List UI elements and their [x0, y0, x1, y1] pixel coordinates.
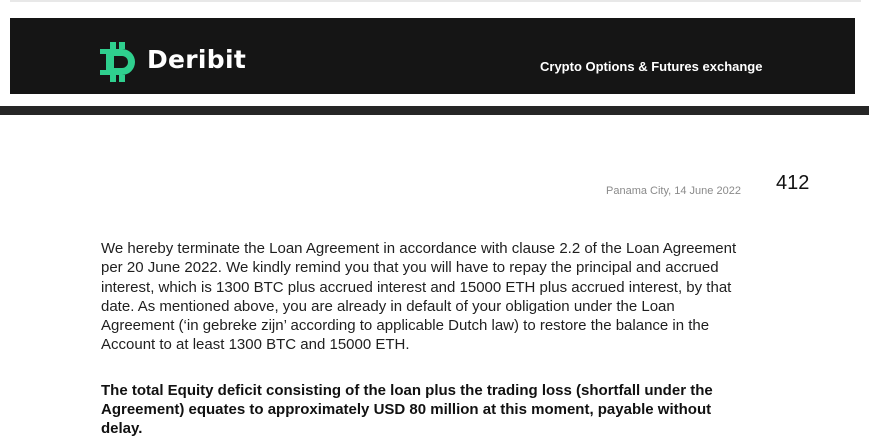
paragraph-line: Agreement (‘in gebreke zijn’ according to applicable Dutch law) to restore the balance in the	[101, 317, 710, 335]
paragraph-line: date. As mentioned above, you are already in default of your obligation under the Loan	[101, 297, 675, 315]
deribit-d-logo-icon	[98, 40, 142, 84]
paragraph-line: Account to at least 1300 BTC and 15000 ETH.	[101, 336, 410, 354]
letterhead-banner	[10, 18, 855, 94]
header-divider	[0, 106, 869, 115]
brand-tagline: Crypto Options & Futures exchange	[540, 59, 763, 74]
paragraph-line: interest, which is 1300 BTC plus accrued interest and 15000 ETH plus accrued interest, by that	[101, 278, 732, 296]
bold-paragraph-line: Agreement) equates to approximately USD 80 million at this moment, payable without	[101, 401, 712, 418]
paragraph-line: We hereby terminate the Loan Agreement in accordance with clause 2.2 of the Loan Agreement	[101, 240, 737, 257]
place-and-date: Panama City, 14 June 2022	[606, 185, 741, 197]
paragraph-line: per 20 June 2022. We kindly remind you that you will have to repay the principal and accrued	[101, 259, 719, 277]
top-rule	[10, 0, 861, 2]
bold-paragraph-line: delay.	[101, 420, 143, 437]
equity-deficit-paragraph	[101, 381, 781, 438]
brand-name: Deribit	[147, 45, 247, 74]
bold-paragraph-line: The total Equity deficit consisting of the loan plus the trading loss (shortfall under the	[101, 382, 713, 399]
page-number: 412	[776, 172, 810, 194]
termination-paragraph	[101, 239, 781, 355]
